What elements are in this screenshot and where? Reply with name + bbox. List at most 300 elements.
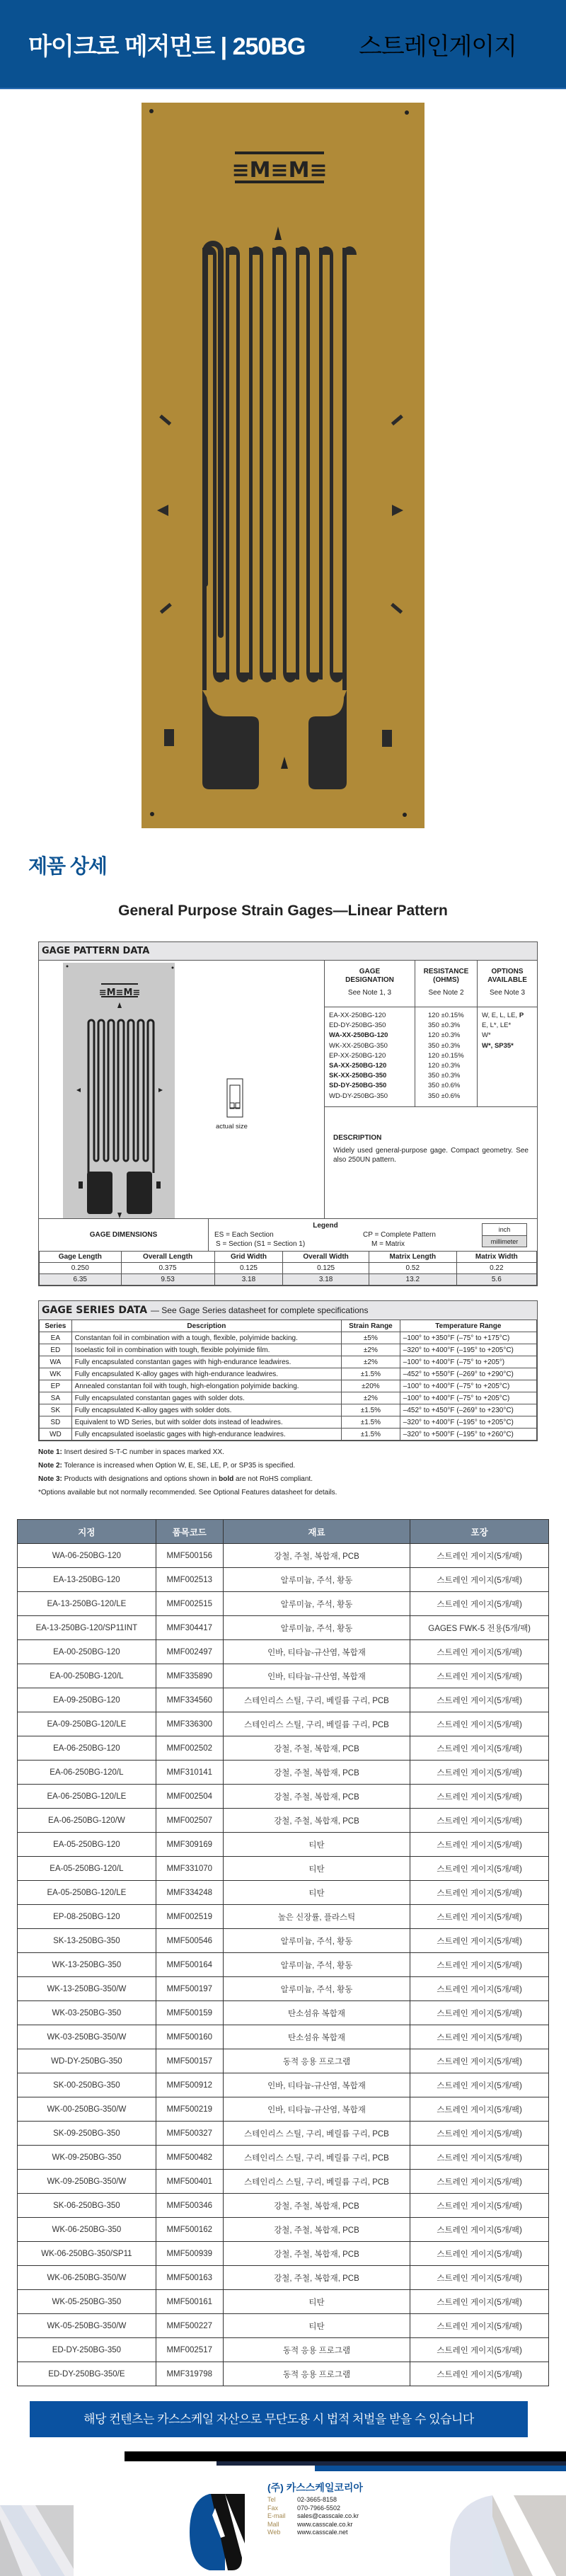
notes <box>38 1446 566 1499</box>
dimension-header: Grid Width <box>214 1252 283 1263</box>
product-cell: MMF500227 <box>156 2314 223 2338</box>
product-row <box>18 2242 549 2266</box>
product-cell: 스트레인 게이지(5개/팩) <box>410 2362 549 2386</box>
contact-label: E-mail <box>267 2512 286 2519</box>
option-value: W, E, L, LE, P <box>482 1012 524 1019</box>
company-name: (주) 카스스케일코리아 <box>267 2482 363 2493</box>
legend-item: CP = Complete Pattern <box>363 1231 436 1239</box>
product-cell: 스트레인 게이지(5개/팩) <box>410 1568 549 1592</box>
dimension-inch: 0.375 <box>121 1263 214 1274</box>
product-cell: 알루미늄, 주석, 황동 <box>223 1977 410 2001</box>
series-cell: WD <box>40 1429 72 1441</box>
product-cell: MMF500346 <box>156 2194 223 2218</box>
resistance-value: 120 ±0.3% <box>428 1062 461 1070</box>
product-cell: 스트레인 게이지(5개/팩) <box>410 2049 549 2073</box>
product-row <box>18 2073 549 2097</box>
product-cell: 인바, 티타늄-규산염, 복합재 <box>223 1664 410 1688</box>
product-cell: 스트레인 게이지(5개/팩) <box>410 2314 549 2338</box>
gage-designation: EP-XX-250BG-120 <box>329 1051 386 1060</box>
product-cell: 스트레인 게이지(5개/팩) <box>410 1953 549 1977</box>
product-cell: MMF331070 <box>156 1857 223 1881</box>
series-cell: –100° to +400°F (–75° to +205°) <box>400 1356 536 1368</box>
gage-designation: WD-DY-250BG-350 <box>329 1092 388 1100</box>
product-cell: WK-09-250BG-350 <box>18 2146 156 2170</box>
gage-pattern-drawing-icon <box>39 961 323 1218</box>
product-cell: 스트레인 게이지(5개/팩) <box>410 1977 549 2001</box>
product-cell: MMF500160 <box>156 2025 223 2049</box>
product-cell: MMF500162 <box>156 2218 223 2242</box>
product-row <box>18 1664 549 1688</box>
product-row <box>18 1761 549 1785</box>
product-row <box>18 2122 549 2146</box>
strain-gage-pattern-icon <box>142 103 424 828</box>
product-cell: MMF500912 <box>156 2073 223 2097</box>
series-cell: ±2% <box>342 1356 400 1368</box>
series-cell: ±1.5% <box>342 1404 400 1416</box>
product-row <box>18 1712 549 1736</box>
dimension-inch: 0.125 <box>283 1263 369 1274</box>
product-cell: 스트레인 게이지(5개/팩) <box>410 2290 549 2314</box>
contact-row <box>267 2496 359 2505</box>
product-cell: 스트레인 게이지(5개/팩) <box>410 2194 549 2218</box>
product-col-header: 재료 <box>223 1520 410 1544</box>
product-row <box>18 1785 549 1809</box>
product-cell: MMF002513 <box>156 1568 223 1592</box>
product-cell: 티탄 <box>223 2314 410 2338</box>
product-cell: 스테인리스 스틸, 구리, 베릴륨 구리, PCB <box>223 1712 410 1736</box>
product-cell: 스트레인 게이지(5개/팩) <box>410 1785 549 1809</box>
product-row <box>18 1809 549 1833</box>
product-table <box>17 1519 549 2386</box>
product-cell: 동적 응용 프로그램 <box>223 2049 410 2073</box>
product-cell: 스트레인 게이지(5개/팩) <box>410 2338 549 2362</box>
product-cell: 스테인리스 스틸, 구리, 베릴륨 구리, PCB <box>223 2170 410 2194</box>
product-cell: MMF500327 <box>156 2122 223 2146</box>
series-row <box>40 1416 537 1429</box>
product-cell: 티탄 <box>223 1881 410 1905</box>
dimension-header: Matrix Length <box>369 1252 456 1263</box>
series-cell: –320° to +400°F (–195° to +205°C) <box>400 1416 536 1429</box>
dimension-mm: 3.18 <box>214 1274 283 1286</box>
product-cell: 강철, 주철, 복합재, PCB <box>223 2218 410 2242</box>
legend-title: Legend <box>313 1222 338 1230</box>
product-cell: MMF500546 <box>156 1929 223 1953</box>
series-col-header: Temperature Range <box>400 1320 536 1332</box>
product-cell: MMF500157 <box>156 2049 223 2073</box>
product-cell: 강철, 주철, 복합재, PCB <box>223 1761 410 1785</box>
product-cell: MMF336300 <box>156 1712 223 1736</box>
product-row <box>18 1592 549 1616</box>
product-cell: 알루미늄, 주석, 황동 <box>223 1616 410 1640</box>
series-cell: ±2% <box>342 1344 400 1356</box>
series-cell: Fully encapsulated constantan gages with high-endurance leadwires. <box>71 1356 341 1368</box>
series-row <box>40 1356 537 1368</box>
product-cell: 알루미늄, 주석, 황동 <box>223 1568 410 1592</box>
product-cell: EA-13-250BG-120 <box>18 1568 156 1592</box>
series-cell: Annealed constantan foil with tough, high-elongation polyimide backing. <box>71 1380 341 1392</box>
product-cell: 스트레인 게이지(5개/팩) <box>410 2001 549 2025</box>
product-cell: MMF500401 <box>156 2170 223 2194</box>
svg-text:≡M≡M≡: ≡M≡M≡ <box>231 158 328 183</box>
product-cell: MMF002502 <box>156 1736 223 1761</box>
product-cell: EA-09-250BG-120/LE <box>18 1712 156 1736</box>
contact-row <box>267 2521 359 2529</box>
gage-designation: SA-XX-250BG-120 <box>329 1062 387 1070</box>
product-cell: 스트레인 게이지(5개/팩) <box>410 1809 549 1833</box>
series-cell: –320° to +400°F (–195° to +205°C) <box>400 1344 536 1356</box>
col-designation: GAGE DESIGNATION See Note 1, 3 <box>325 961 415 1007</box>
dimension-mm: 13.2 <box>369 1274 456 1286</box>
series-cell: –452° to +450°F (–269° to +230°C) <box>400 1404 536 1416</box>
dimension-header: Overall Length <box>121 1252 214 1263</box>
strain-gage-photo <box>142 103 424 828</box>
series-heading: GAGE SERIES DATA <box>42 1305 148 1316</box>
series-cell: –452° to +550°F (–269° to +290°C) <box>400 1368 536 1380</box>
product-row <box>18 2194 549 2218</box>
product-row <box>18 2314 549 2338</box>
product-cell: EA-05-250BG-120/LE <box>18 1881 156 1905</box>
datasheet-title: General Purpose Strain Gages—Linear Pattern <box>118 903 448 919</box>
series-cell: –100° to +400°F (–75° to +205°C) <box>400 1380 536 1392</box>
product-cell: WK-13-250BG-350 <box>18 1953 156 1977</box>
gage-designation: ED-DY-250BG-350 <box>329 1021 386 1030</box>
pattern-drawing <box>39 961 325 1218</box>
legend <box>209 1219 537 1251</box>
series-subheading: — See Gage Series datasheet for complete specifications <box>150 1305 369 1315</box>
dimension-inch: 0.250 <box>40 1263 122 1274</box>
note-label: Note 3: <box>38 1475 62 1483</box>
product-cell: WK-06-250BG-350/W <box>18 2266 156 2290</box>
product-row <box>18 2338 549 2362</box>
resistance-list <box>415 1007 478 1106</box>
product-cell: 스트레인 게이지(5개/팩) <box>410 2266 549 2290</box>
contact-row <box>267 2505 359 2513</box>
note-bold: bold <box>219 1475 234 1483</box>
product-cell: WK-05-250BG-350 <box>18 2290 156 2314</box>
product-cell: 스트레인 게이지(5개/팩) <box>410 2122 549 2146</box>
product-row <box>18 2049 549 2073</box>
product-row <box>18 1953 549 1977</box>
resistance-value: 350 ±0.3% <box>428 1041 461 1050</box>
contact-value: www.casscale.co.kr <box>297 2520 353 2528</box>
product-cell: SK-00-250BG-350 <box>18 2073 156 2097</box>
product-cell: MMF319798 <box>156 2362 223 2386</box>
product-row <box>18 1616 549 1640</box>
product-title: 마이크로 메저먼트 | 250BG <box>28 33 306 60</box>
resistance-value: 120 ±0.3% <box>428 1031 461 1040</box>
resistance-value: 350 ±0.6% <box>428 1092 461 1100</box>
product-cell: MMF500197 <box>156 1977 223 2001</box>
series-cell: SK <box>40 1404 72 1416</box>
gage-pattern-heading: GAGE PATTERN DATA <box>39 942 537 961</box>
series-row <box>40 1392 537 1404</box>
product-cell: SK-09-250BG-350 <box>18 2122 156 2146</box>
product-cell: 스트레인 게이지(5개/팩) <box>410 2170 549 2194</box>
product-cell: 강철, 주철, 복합재, PCB <box>223 1736 410 1761</box>
product-cell: ED-DY-250BG-350/E <box>18 2362 156 2386</box>
resistance-value: 120 ±0.15% <box>428 1012 464 1019</box>
product-cell: SK-06-250BG-350 <box>18 2194 156 2218</box>
description-text: Widely used general-purpose gage. Compact geometry. See also 250UN pattern. <box>333 1147 529 1164</box>
contact-label: Web <box>267 2529 281 2536</box>
product-cell: 스트레인 게이지(5개/팩) <box>410 1688 549 1712</box>
col-resistance: RESISTANCE (OHMS) See Note 2 <box>415 961 478 1007</box>
gage-designation: EA-XX-250BG-120 <box>329 1012 386 1019</box>
gage-designation: SK-XX-250BG-350 <box>329 1072 387 1080</box>
product-cell: 스트레인 게이지(5개/팩) <box>410 2073 549 2097</box>
note-line: Note 1: Insert desired S-T-C number in spaces marked XX. <box>38 1448 224 1456</box>
dimension-header: Gage Length <box>40 1252 122 1263</box>
product-row <box>18 2097 549 2122</box>
product-cell: 강철, 주철, 복합재, PCB <box>223 1785 410 1809</box>
product-cell: EA-00-250BG-120 <box>18 1640 156 1664</box>
product-cell: 인바, 티타늄-규산염, 복합재 <box>223 2097 410 2122</box>
series-row <box>40 1332 537 1344</box>
product-cell: 티탄 <box>223 2290 410 2314</box>
product-cell: EP-08-250BG-120 <box>18 1905 156 1929</box>
product-cell: 스트레인 게이지(5개/팩) <box>410 2218 549 2242</box>
product-cell: 스트레인 게이지(5개/팩) <box>410 1761 549 1785</box>
contact-value: www.casscale.net <box>297 2529 348 2536</box>
description-heading: DESCRIPTION <box>333 1134 382 1142</box>
product-cell: MMF002497 <box>156 1640 223 1664</box>
product-category: 스트레인게이지 <box>359 33 516 60</box>
product-cell: WA-06-250BG-120 <box>18 1544 156 1568</box>
product-cell: 스트레인 게이지(5개/팩) <box>410 1881 549 1905</box>
series-cell: ED <box>40 1344 72 1356</box>
unit-key <box>482 1223 527 1247</box>
product-cell: 강철, 주철, 복합재, PCB <box>223 1544 410 1568</box>
product-cell: 티탄 <box>223 1857 410 1881</box>
product-row <box>18 2218 549 2242</box>
product-cell: EA-06-250BG-120/LE <box>18 1785 156 1809</box>
description-block <box>325 1107 537 1164</box>
dimensions-table <box>39 1251 537 1286</box>
product-cell: 스트레인 게이지(5개/팩) <box>410 1592 549 1616</box>
product-cell: MMF500159 <box>156 2001 223 2025</box>
product-cell: MMF002517 <box>156 2338 223 2362</box>
dimensions-heading: GAGE DIMENSIONS <box>39 1219 209 1251</box>
product-cell: 스트레인 게이지(5개/팩) <box>410 1664 549 1688</box>
product-cell: 스트레인 게이지(5개/팩) <box>410 1544 549 1568</box>
product-cell: 인바, 티타늄-규산염, 복합재 <box>223 2073 410 2097</box>
contact-label: Mall <box>267 2520 279 2528</box>
product-cell: EA-00-250BG-120/L <box>18 1664 156 1688</box>
product-cell: 알루미늄, 주석, 황동 <box>223 1592 410 1616</box>
product-col-header: 포장 <box>410 1520 549 1544</box>
decorative-shape-icon <box>0 2505 74 2576</box>
product-cell: WK-05-250BG-350/W <box>18 2314 156 2338</box>
product-row <box>18 1881 549 1905</box>
section-title: 제품 상세 <box>28 855 107 877</box>
product-row <box>18 1905 549 1929</box>
contact-list <box>267 2496 359 2537</box>
product-cell: WK-00-250BG-350/W <box>18 2097 156 2122</box>
spec-table-header <box>325 961 537 1007</box>
product-row <box>18 2362 549 2386</box>
product-cell: MMF304417 <box>156 1616 223 1640</box>
product-cell: ED-DY-250BG-350 <box>18 2338 156 2362</box>
series-cell: Constantan foil in combination with a tough, flexible, polyimide backing. <box>71 1332 341 1344</box>
product-cell: SK-13-250BG-350 <box>18 1929 156 1953</box>
series-cell: ±20% <box>342 1380 400 1392</box>
product-row <box>18 1568 549 1592</box>
product-cell: WK-13-250BG-350/W <box>18 1977 156 2001</box>
series-cell: Fully encapsulated K-alloy gages with high-endurance leadwires. <box>71 1368 341 1380</box>
dimension-inch: 0.125 <box>214 1263 283 1274</box>
product-cell: EA-05-250BG-120 <box>18 1833 156 1857</box>
company-logo-icon <box>190 2494 245 2570</box>
svg-text:≡M≡M≡: ≡M≡M≡ <box>98 988 141 998</box>
product-cell: EA-13-250BG-120/LE <box>18 1592 156 1616</box>
options-list <box>478 1007 537 1106</box>
series-cell: –100° to +350°F (–75° to +175°C) <box>400 1332 536 1344</box>
product-cell: 스트레인 게이지(5개/팩) <box>410 2025 549 2049</box>
product-cell: 동적 응용 프로그램 <box>223 2338 410 2362</box>
product-cell: WK-03-250BG-350/W <box>18 2025 156 2049</box>
series-row <box>40 1368 537 1380</box>
page-header <box>0 0 566 89</box>
product-cell: EA-06-250BG-120 <box>18 1736 156 1761</box>
note-label: Note 2: <box>38 1462 62 1470</box>
product-cell: MMF334248 <box>156 1881 223 1905</box>
gage-series-data <box>38 1300 538 1441</box>
note-line: *Options available but not normally recommended. See Optional Features datasheet for details. <box>38 1489 337 1496</box>
product-row <box>18 1857 549 1881</box>
series-cell: ±1.5% <box>342 1368 400 1380</box>
resistance-value: 350 ±0.3% <box>428 1021 461 1030</box>
dimension-mm: 3.18 <box>283 1274 369 1286</box>
actual-size-label: actual size <box>216 1123 248 1130</box>
note-label: Note 1: <box>38 1448 62 1456</box>
product-cell: 스트레인 게이지(5개/팩) <box>410 1833 549 1857</box>
product-cell: 스트레인 게이지(5개/팩) <box>410 1736 549 1761</box>
option-value: W*, SP35* <box>482 1041 514 1050</box>
gage-designation: WA-XX-250BG-120 <box>329 1031 388 1040</box>
product-cell: 스트레인 게이지(5개/팩) <box>410 1857 549 1881</box>
contact-label: Fax <box>267 2504 279 2512</box>
product-cell: MMF002507 <box>156 1809 223 1833</box>
dimension-mm: 6.35 <box>40 1274 122 1286</box>
product-cell: 티탄 <box>223 1833 410 1857</box>
contact-row <box>267 2512 359 2521</box>
resistance-value: 120 ±0.15% <box>428 1051 464 1060</box>
unit-mm: millimeter <box>483 1235 526 1247</box>
series-cell: WA <box>40 1356 72 1368</box>
series-cell: –320° to +500°F (–195° to +260°C) <box>400 1429 536 1441</box>
dimension-mm: 9.53 <box>121 1274 214 1286</box>
product-cell: MMF500219 <box>156 2097 223 2122</box>
product-row <box>18 1688 549 1712</box>
footer-stripe <box>315 2466 566 2471</box>
product-row <box>18 1736 549 1761</box>
legend-item: S = Section (S1 = Section 1) <box>216 1240 306 1248</box>
product-cell: MMF002515 <box>156 1592 223 1616</box>
series-cell: ±2% <box>342 1392 400 1404</box>
product-cell: 스트레인 게이지(5개/팩) <box>410 1929 549 1953</box>
copyright-notice: 해당 컨텐츠는 카스스케일 자산으로 무단도용 시 법적 처벌을 받을 수 있습니다 <box>30 2401 528 2437</box>
product-row <box>18 1977 549 2001</box>
product-cell: 동적 응용 프로그램 <box>223 2362 410 2386</box>
product-cell: 높은 신장률, 플라스틱 <box>223 1905 410 1929</box>
product-cell: EA-06-250BG-120/L <box>18 1761 156 1785</box>
legend-item: M = Matrix <box>371 1240 405 1248</box>
dimension-mm: 5.6 <box>456 1274 536 1286</box>
footer <box>0 2437 566 2576</box>
product-cell: 알루미늄, 주석, 황동 <box>223 1929 410 1953</box>
gage-designation: WK-XX-250BG-350 <box>329 1041 388 1050</box>
series-row <box>40 1380 537 1392</box>
product-cell: 스테인리스 스틸, 구리, 베릴륨 구리, PCB <box>223 2122 410 2146</box>
contact-value: 02-3665-8158 <box>297 2496 337 2503</box>
product-row <box>18 1929 549 1953</box>
dimension-header: Overall Width <box>283 1252 369 1263</box>
product-cell: MMF500164 <box>156 1953 223 1977</box>
gage-designation: SD-DY-250BG-350 <box>329 1082 387 1090</box>
series-cell: SA <box>40 1392 72 1404</box>
product-cell: 스트레인 게이지(5개/팩) <box>410 2097 549 2122</box>
product-cell: MMF002504 <box>156 1785 223 1809</box>
option-value: E, L*, LE* <box>482 1021 512 1030</box>
product-row <box>18 2266 549 2290</box>
product-cell: MMF334560 <box>156 1688 223 1712</box>
series-col-header: Strain Range <box>342 1320 400 1332</box>
product-cell: 스트레인 게이지(5개/팩) <box>410 1712 549 1736</box>
series-row <box>40 1429 537 1441</box>
product-cell: 강철, 주철, 복합재, PCB <box>223 1809 410 1833</box>
series-col-header: Description <box>71 1320 341 1332</box>
contact-label: Tel <box>267 2496 276 2503</box>
product-row <box>18 2001 549 2025</box>
product-row <box>18 1833 549 1857</box>
product-cell: 스테인리스 스틸, 구리, 베릴륨 구리, PCB <box>223 2146 410 2170</box>
product-cell: WK-06-250BG-350/SP11 <box>18 2242 156 2266</box>
product-cell: 스테인리스 스틸, 구리, 베릴륨 구리, PCB <box>223 1688 410 1712</box>
series-cell: Isoelastic foil in combination with tough, flexible polyimide film. <box>71 1344 341 1356</box>
product-row <box>18 1544 549 1568</box>
product-cell: MMF309169 <box>156 1833 223 1857</box>
resistance-value: 350 ±0.3% <box>428 1072 461 1080</box>
product-cell: WK-09-250BG-350/W <box>18 2170 156 2194</box>
series-cell: –100° to +400°F (–75° to +205°C) <box>400 1392 536 1404</box>
series-row <box>40 1404 537 1416</box>
product-cell: 탄소섬유 복합재 <box>223 2025 410 2049</box>
option-value: W* <box>482 1031 491 1040</box>
product-row <box>18 2025 549 2049</box>
product-cell: MMF500161 <box>156 2290 223 2314</box>
series-cell: SD <box>40 1416 72 1429</box>
designation-list <box>325 1007 415 1106</box>
spec-table-body <box>325 1007 537 1107</box>
series-cell: EP <box>40 1380 72 1392</box>
series-cell: WK <box>40 1368 72 1380</box>
series-cell: Fully encapsulated K-alloy gages with solder dots. <box>71 1404 341 1416</box>
product-cell: MMF310141 <box>156 1761 223 1785</box>
series-cell: EA <box>40 1332 72 1344</box>
product-cell: 알루미늄, 주석, 황동 <box>223 1953 410 1977</box>
decorative-shape-icon <box>450 2495 566 2576</box>
contact-value: 070-7966-5502 <box>297 2504 341 2512</box>
contact-row <box>267 2529 359 2537</box>
product-cell: MMF500156 <box>156 1544 223 1568</box>
product-row <box>18 2170 549 2194</box>
product-cell: 스트레인 게이지(5개/팩) <box>410 1640 549 1664</box>
product-cell: MMF335890 <box>156 1664 223 1688</box>
product-row <box>18 2290 549 2314</box>
series-cell: Equivalent to WD Series, but with solder dots instead of leadwires. <box>71 1416 341 1429</box>
product-cell: EA-05-250BG-120/L <box>18 1857 156 1881</box>
product-cell: 인바, 티타늄-규산염, 복합재 <box>223 1640 410 1664</box>
